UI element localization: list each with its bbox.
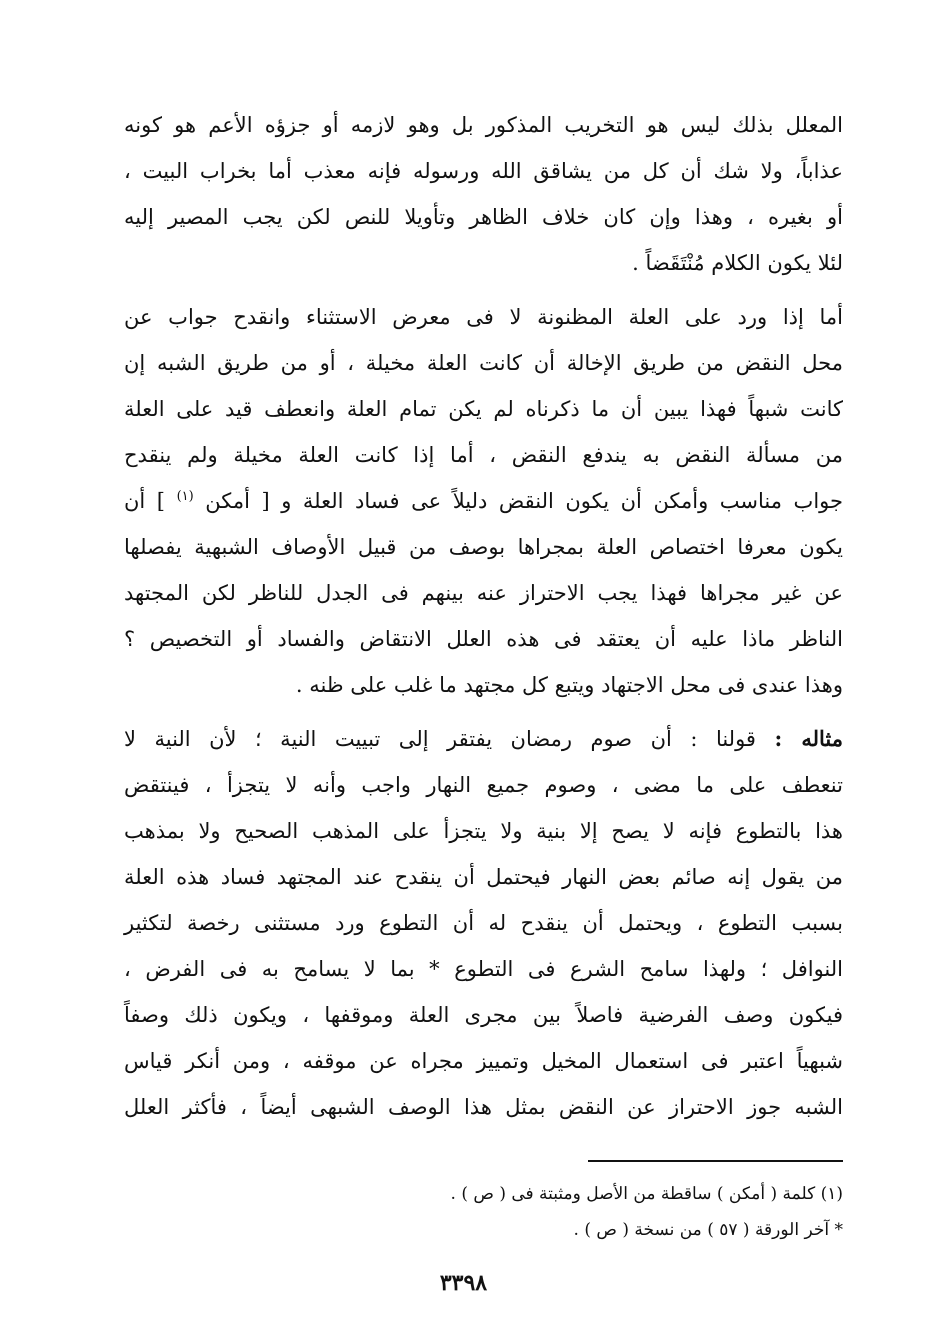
footnote-2: * آخر الورقة ( ٥٧ ) من نسخة ( ص ) . <box>573 1220 843 1240</box>
text-line: أما إذا ورد على العلة المظنونة لا فى معرض الاستثناء وانقدح جواب عن <box>124 305 843 329</box>
text-line: أو بغيره ، وهذا وإن كان خلاف الظاهر وتأويلا للنص لكن يجب المصير إليه <box>124 205 843 229</box>
text-line: وهذا عندى فى محل الاجتهاد ويتبع كل مجتهد ما غلب على ظنه . <box>295 673 843 697</box>
text-line: من يقول إنه صائم بعض النهار فيحتمل أن ينقدح عند المجتهد فساد هذه العلة <box>124 865 843 889</box>
example-lead: مثاله : <box>774 726 843 751</box>
text-line: الشبه جوز الاحتراز عن النقض بمثل هذا الوصف الشبهى أيضاً ، فأكثر العلل <box>124 1095 843 1119</box>
text-line: عذاباً، ولا شك أن كل من يشاقق الله ورسوله فإنه معذب أما بخراب البيت ، <box>124 159 843 183</box>
text-line-with-lead <box>124 716 843 762</box>
text-line: تنعطف على ما مضى ، وصوم جميع النهار واجب وأنه لا يتجزأ ، فينتقض <box>124 773 843 797</box>
page-number: ٣٣٩٨ <box>439 1270 488 1296</box>
text-line: فيكون وصف الفرضية فاصلاً بين مجرى العلة وموقفها ، ويكون ذلك وصفاً <box>124 1003 843 1027</box>
text-line: بسبب التطوع ، ويحتمل أن ينقدح له أن التطوع ورد مستثنى رخصة لتكثير <box>124 911 843 935</box>
text-fragment: قولنا : أن صوم رمضان يفتقر إلى تبييت النية ؛ لأن النية لا <box>124 727 775 751</box>
text-line: من مسألة النقض به يندفع النقض ، أما إذا كانت العلة مخيلة ولم ينقدح <box>124 443 843 467</box>
text-line: شبهياً اعتبر فى استعمال المخيل وتمييز مجراه عن موقفه ، ومن أنكر قياس <box>124 1049 843 1073</box>
text-line: محل النقض من طريق الإخالة أن كانت العلة مخيلة ، أو من طريق الشبه إن <box>124 351 843 375</box>
text-line: كانت شبهاً فهذا يبين أن ما ذكرناه لم يكن تمام العلة وانعطف قيد على العلة <box>124 397 843 421</box>
paragraph-1-body <box>124 102 843 286</box>
paragraph-3-body <box>124 716 843 1130</box>
text-line: الناظر ماذا عليه أن يعتقد فى هذه العلل الانتقاض والفساد أو التخصيص ؟ <box>124 627 843 651</box>
footnote-1: (١) كلمة ( أمكن ) ساقطة من الأصل ومثبتة فى ( ص ) . <box>450 1184 843 1204</box>
paragraph-1 <box>124 102 843 286</box>
paragraph-2 <box>124 294 843 708</box>
text-line: لئلا يكون الكلام مُنْتَقَضاً . <box>632 251 843 275</box>
footnotes <box>124 1176 843 1248</box>
text-line: عن غير مجراها فهذا يجب الاحتراز عنه بينهم فى الجدل للناظر لكن المجتهد <box>124 581 843 605</box>
text-line-with-footnote-ref <box>124 478 843 524</box>
paragraph-2-body <box>124 294 843 708</box>
text-line: يكون معرفا اختصاص العلة بمجراها بوصف من قبيل الأوصاف الشبهية يفصلها <box>124 535 843 559</box>
text-fragment: ] أن <box>124 489 177 513</box>
text-line: هذا بالتطوع فإنه لا يصح إلا بنية ولا يتجزأ على المذهب الصحيح ولا بمذهب <box>124 819 843 843</box>
footnote-separator <box>588 1160 843 1162</box>
text-line: المعلل بذلك ليس هو التخريب المذكور بل وهو لازمه أو جزؤه الأعم هو كونه <box>124 113 843 137</box>
text-fragment: جواب مناسب وأمكن أن يكون النقض دليلاً عى فساد العلة و [ أمكن <box>193 489 843 513</box>
text-line: النوافل ؛ ولهذا سامح الشرع فى التطوع * بما لا يسامح به فى الفرض ، <box>124 957 843 981</box>
paragraph-3 <box>124 716 843 1130</box>
footnote-reference: (١) <box>176 489 194 504</box>
